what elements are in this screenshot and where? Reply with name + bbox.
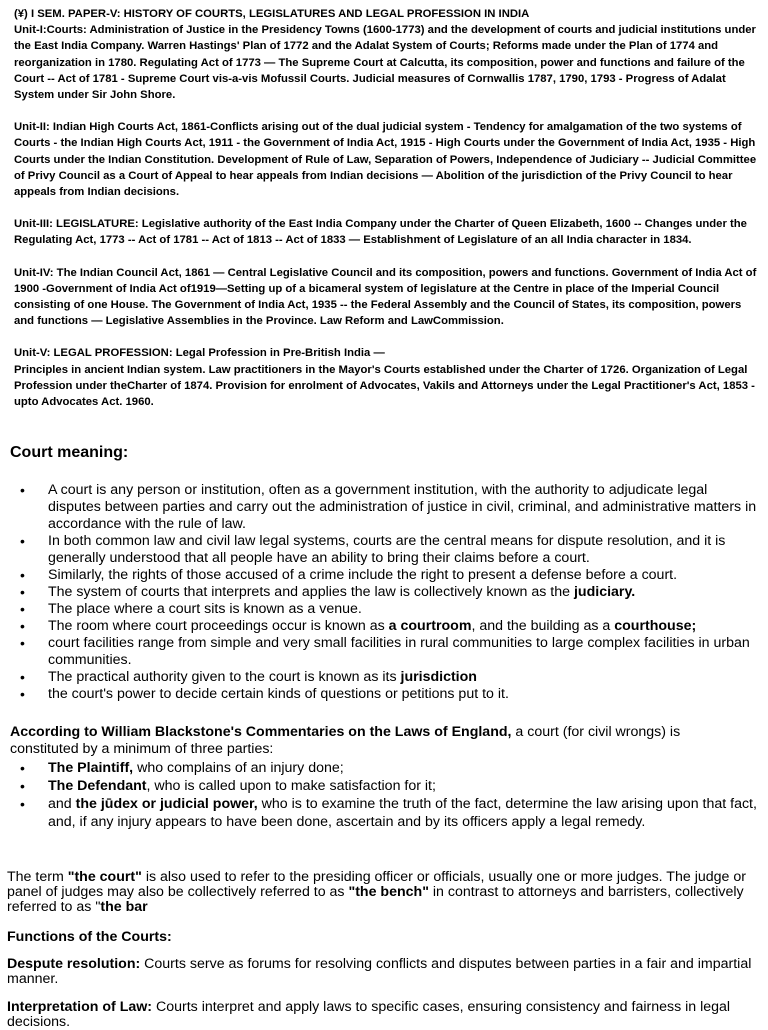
- syllabus-title: (¥) I SEM. PAPER-V: HISTORY OF COURTS, LEGISLATURES AND LEGAL PROFESSION IN INDIA: [14, 8, 530, 20]
- list-item: • The practical authority given to the court is known as its jurisdiction: [0, 669, 760, 686]
- functions-heading: Functions of the Courts:: [7, 929, 172, 945]
- syllabus-unit3: Unit-III: LEGISLATURE: Legislative authority of the East India Company under the Charter of Queen Elizabeth, 1600 -- Changes under the Regulating Act, 1773 -- Act of 1781 -- Act of 1813 -- Act of 1833 — Establishment of Legislature of an all India character in 1834.: [14, 218, 747, 247]
- syllabus-unit4: Unit-IV: The Indian Council Act, 1861 — Central Legislative Council and its composition, powers and functions. Government of India Act of 1900 -Government of India Act of1919—Setting up of a bicameral system of legislature at the Centre in place of the Imperial Council consisting of one House. The Government of India Act, 1935 -- the Federal Assembly and the Council of States, its composition, powers and functions — Legislative Assemblies in the Province. Law Reform and LawCommission.: [14, 266, 757, 328]
- list-item: • court facilities range from simple and very small facilities in rural communities to large complex facilities in urban communities.: [0, 635, 760, 669]
- function-interpretation-of-law: Interpretation of Law: Courts interpret and apply laws to specific cases, ensuring consistency and fairness in legal decisions.: [7, 999, 731, 1030]
- syllabus-unit2: Unit-II: Indian High Courts Act, 1861-Conflicts arising out of the dual judicial system - Tendency for amalgamation of the two systems of Courts - the Indian High Courts Act, 1911 - the Government of India Act, 1915 - High Courts under the Government of India Act, 1935 - High Courts under the Indian Constitution. Development of Rule of Law, Separation of Powers, Independence of Judiciary -- Judicial Committee of Privy Council as a Court of Appeal to hear appeals from Indian decisions — Abolition of the jurisdiction of the Privy Council to hear appeals from Indian decisions.: [14, 121, 757, 199]
- list-item: • The system of courts that interprets and applies the law is collectively known as the judiciary.: [0, 584, 760, 601]
- court-meaning-list: [0, 482, 760, 703]
- list-item: • The Plaintiff, who complains of an injury done;: [0, 759, 760, 777]
- list-item: • The place where a court sits is known as a venue.: [0, 601, 760, 618]
- list-item: • In both common law and civil law legal systems, courts are the central means for dispute resolution, and it is generally understood that all people have an ability to bring their claims before a court.: [0, 533, 760, 567]
- list-item: • The Defendant, who is called upon to make satisfaction for it;: [0, 777, 760, 795]
- list-item: • The room where court proceedings occur is known as a courtroom, and the building as a courthouse;: [0, 618, 760, 635]
- list-item: • Similarly, the rights of those accused of a crime include the right to present a defense before a court.: [0, 567, 760, 584]
- syllabus-unit1: (¥) I SEM. PAPER-V: HISTORY OF COURTS, LEGISLATURES AND LEGAL PROFESSION IN INDIA Unit-I:Courts: Administration of Justice in the Presidency Towns (1600-1773) and the development of courts and judicial institutions under the East India Company. Warren Hastings' Plan of 1772 and the Adalat System of Courts; Reforms made under the Plan of 1774 and reorganization in 1780. Regulating Act of 1773 — The Supreme Court at Calcutta, its composition, power and functions and failure of the Court -- Act of 1781 - Supreme Court vis-a-vis Mofussil Courts. Judicial measures of Cornwallis 1787, 1790, 1793 - Progress of Adalat System under Sir John Shore.: [14, 8, 756, 102]
- list-item: • and the jūdex or judicial power, who is to examine the truth of the fact, determine the law arising upon that fact, and, if any injury appears to have been done, ascertain and by its officers apply a legal remedy.: [0, 795, 760, 831]
- blackstone-intro: According to William Blackstone's Commentaries on the Laws of England, a court (for civil wrongs) is constituted by a minimum of three parties:: [10, 724, 681, 757]
- court-meaning-heading: Court meaning:: [10, 444, 129, 461]
- syllabus-block: [14, 6, 759, 426]
- function-dispute-resolution: Despute resolution: Courts serve as forums for resolving conflicts and disputes between parties in a fair and impartial manner.: [7, 956, 752, 987]
- syllabus-unit5: Unit-V: LEGAL PROFESSION: Legal Profession in Pre-British India — Principles in ancient Indian system. Law practitioners in the Mayor's Courts established under the Charter of 1726. Organization of Legal Profession under theCharter of 1874. Provision for enrolment of Advocates, Vakils and Attorneys under the Legal Practitioner's Act, 1853 - upto Advocates Act. 1960.: [14, 347, 755, 409]
- court-term-paragraph: The term "the court" is also used to refer to the presiding officer or officials, usually one or more judges. The judge or panel of judges may also be collectively referred to as "the bench" in contrast to attorneys and barristers, collectively referred to as "the bar: [7, 869, 746, 915]
- parties-list: [0, 759, 760, 831]
- list-item: • A court is any person or institution, often as a government institution, with the authority to adjudicate legal disputes between parties and carry out the administration of justice in civil, criminal, and administrative matters in accordance with the rule of law.: [0, 482, 760, 533]
- list-item: • the court's power to decide certain kinds of questions or petitions put to it.: [0, 686, 760, 703]
